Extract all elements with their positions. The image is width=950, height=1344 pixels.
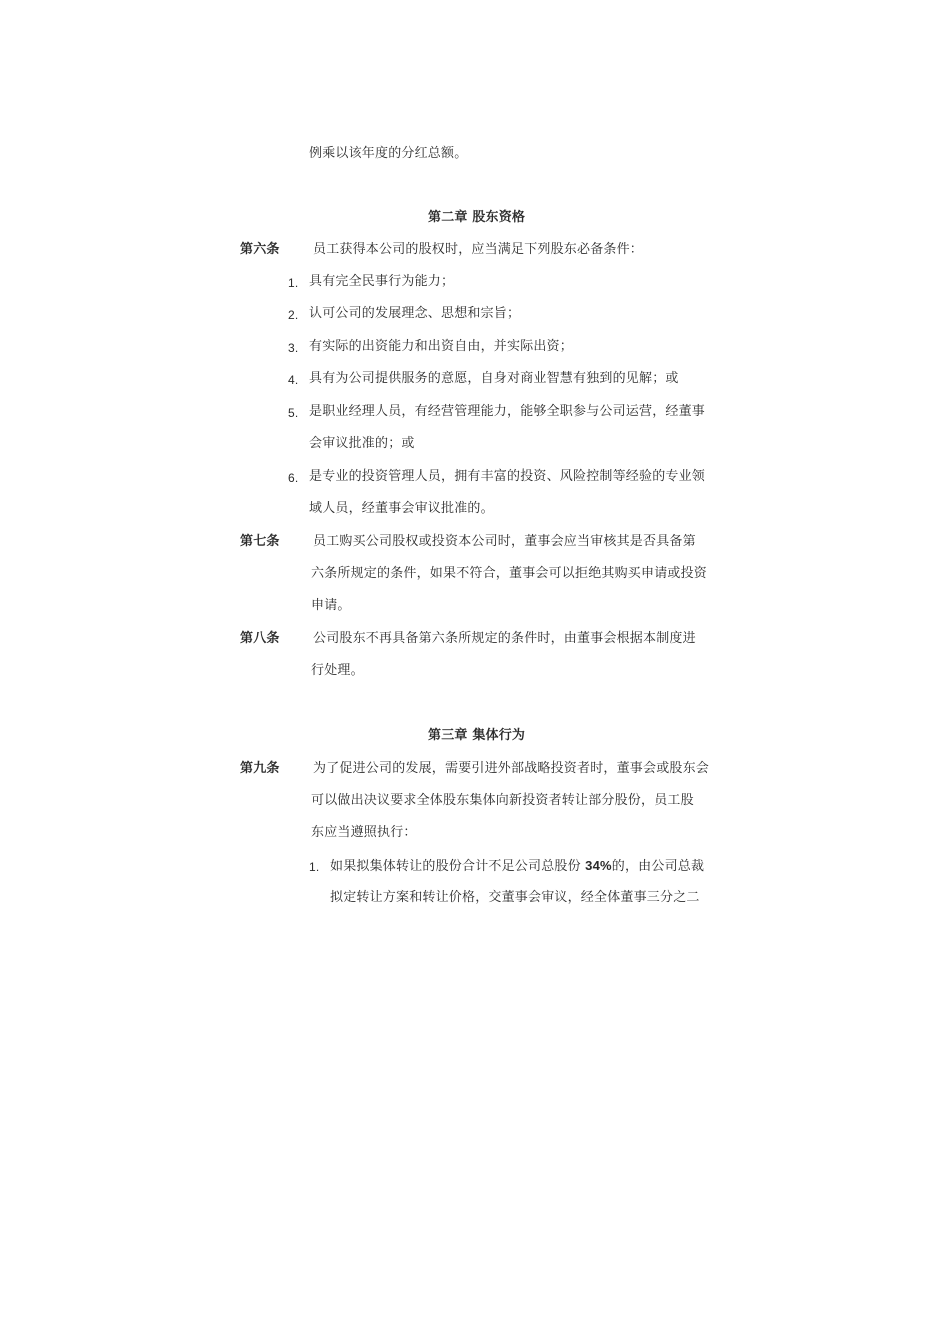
art9-item1-line1 [330,858,704,875]
art6-item6-line1: 是专业的投资管理人员，拥有丰富的投资、风险控制等经验的专业领 [309,469,706,484]
art6-item5-line2: 会审议批准的；或 [309,436,415,451]
art9-item1-percentage: 34% [585,858,612,873]
art7-line2: 六条所规定的条件，如果不符合，董事会可以拒绝其购买申请或投资 [311,566,708,581]
art6-item2-text: 认可公司的发展理念、思想和宗旨； [309,306,521,321]
art9-item1-line2: 拟定转让方案和转让价格，交董事会审议，经全体董事三分之二 [330,890,700,905]
art9-item1-num: 1. [309,860,320,874]
art7-label: 第七条 [240,534,280,549]
art7-line3: 申请。 [311,598,351,613]
art9-item1-line1-a: 如果拟集体转让的股份合计不足公司总股份 [330,859,586,874]
art6-item3-text: 有实际的出资能力和出资自由，并实际出资； [309,339,574,354]
art9-item1-line1-c: 的，由公司总裁 [611,859,705,874]
art6-item3-num: 3. [288,341,299,355]
art7-line1: 员工购买公司股权或投资本公司时，董事会应当审核其是否具备第 [313,534,696,549]
art8-label: 第八条 [240,631,280,646]
art6-item5-num: 5. [288,406,299,420]
art6-item5-line1: 是职业经理人员，有经营管理能力，能够全职参与公司运营，经董事 [309,404,706,419]
intro-continuation: 例乘以该年度的分红总额。 [309,146,468,161]
art6-item4-text: 具有为公司提供服务的意愿，自身对商业智慧有独到的见解；或 [309,371,679,386]
art9-label: 第九条 [240,761,280,776]
art6-label: 第六条 [240,242,280,257]
art9-line2: 可以做出决议要求全体股东集体向新投资者转让部分股份，员工股 [311,793,694,808]
art6-item2-num: 2. [288,308,299,322]
art6-text: 员工获得本公司的股权时，应当满足下列股东必备条件： [313,242,644,257]
art8-line2: 行处理。 [311,663,364,678]
chapter3-title: 第三章 集体行为 [428,728,526,743]
art6-item1-num: 1. [288,276,299,290]
art6-item1-text: 具有完全民事行为能力； [309,274,455,289]
art9-line1: 为了促进公司的发展，需要引进外部战略投资者时，董事会或股东会 [313,761,710,776]
chapter2-title: 第二章 股东资格 [428,210,526,225]
art8-line1: 公司股东不再具备第六条所规定的条件时，由董事会根据本制度进 [313,631,696,646]
art9-line3: 东应当遵照执行： [311,825,417,840]
art6-item6-line2: 域人员，经董事会审议批准的。 [309,501,494,516]
art6-item4-num: 4. [288,373,299,387]
art6-item6-num: 6. [288,471,299,485]
